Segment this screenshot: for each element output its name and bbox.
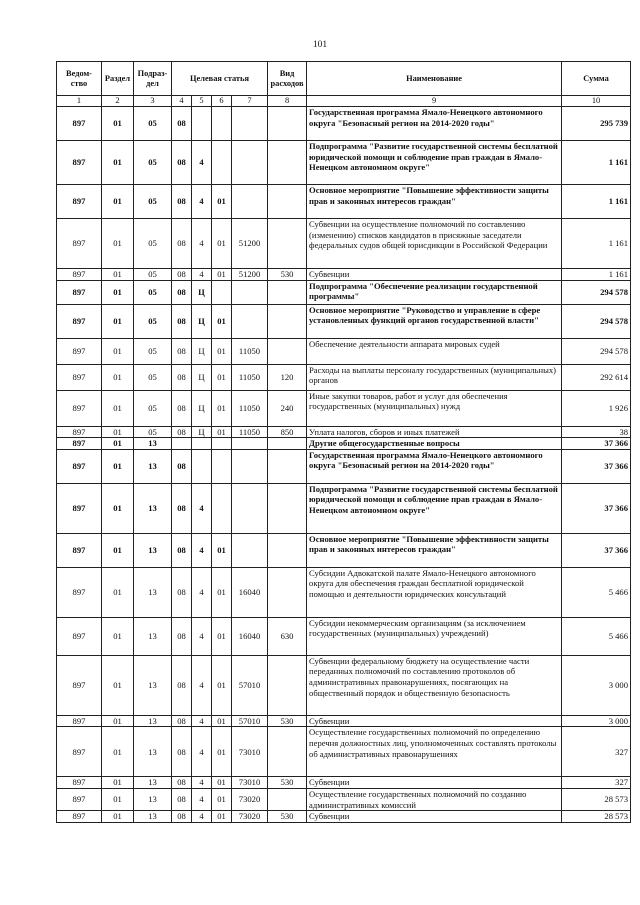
table-row	[57, 533, 631, 567]
cell-target-4: 16040	[232, 567, 268, 617]
table-row	[57, 655, 631, 715]
table-row	[57, 811, 631, 823]
cell-target-4: 51200	[232, 219, 268, 269]
cell-summa: 5 466	[562, 617, 631, 655]
cell-summa: 37 366	[562, 449, 631, 483]
cell-naimenovanie: Субсидии некоммерческим организациям (за исключением государственных (муниципальных) учреждений)	[307, 617, 562, 655]
cell-summa: 3 000	[562, 655, 631, 715]
cell-podrazdel: 13	[134, 483, 172, 533]
cell-target-1: 08	[172, 788, 192, 810]
cell-vid-raskhodov	[268, 788, 307, 810]
table-row	[57, 141, 631, 185]
cell-vedomstvo: 897	[57, 338, 102, 364]
cell-naimenovanie: Субвенции	[307, 715, 562, 727]
cell-target-4: 57010	[232, 655, 268, 715]
cell-podrazdel: 13	[134, 788, 172, 810]
cell-naimenovanie: Осуществление государственных полномочий по созданию административных комиссий	[307, 788, 562, 810]
cell-target-2: 4	[192, 617, 212, 655]
table-body	[57, 107, 631, 823]
cell-target-4	[232, 107, 268, 141]
cell-target-2: Ц	[192, 390, 212, 426]
table-row	[57, 338, 631, 364]
cell-naimenovanie: Субвенции на осуществление полномочий по составлению (изменению) списков кандидатов в присяжные заседатели федеральных судов общей юрисдикции в Российской Федерации	[307, 219, 562, 269]
cell-target-2: 4	[192, 141, 212, 185]
cell-razdel: 01	[102, 727, 134, 777]
cell-razdel: 01	[102, 390, 134, 426]
cell-target-1: 08	[172, 567, 192, 617]
cell-vedomstvo: 897	[57, 483, 102, 533]
cell-target-4: 73020	[232, 811, 268, 823]
cell-vid-raskhodov	[268, 304, 307, 338]
cell-naimenovanie: Государственная программа Ямало-Ненецкого автономного округа "Безопасный регион на 2014-2020 годы"	[307, 449, 562, 483]
cell-target-3: 01	[212, 727, 232, 777]
cell-razdel: 01	[102, 304, 134, 338]
cell-vedomstvo: 897	[57, 533, 102, 567]
cell-target-3: 01	[212, 338, 232, 364]
cell-target-2: 4	[192, 811, 212, 823]
cell-target-4: 73010	[232, 727, 268, 777]
cell-target-2: Ц	[192, 426, 212, 438]
cell-razdel: 01	[102, 185, 134, 219]
cell-vedomstvo: 897	[57, 811, 102, 823]
cell-podrazdel: 13	[134, 811, 172, 823]
cell-target-3	[212, 280, 232, 304]
cell-podrazdel: 05	[134, 269, 172, 281]
cell-vedomstvo: 897	[57, 269, 102, 281]
cell-target-3: 01	[212, 390, 232, 426]
cell-target-3: 01	[212, 533, 232, 567]
cell-naimenovanie: Субсидии Адвокатской палате Ямало-Ненецкого автономного округа для обеспечения граждан бесплатной юридической помощью и деятельности юридических консультаций	[307, 567, 562, 617]
table-row	[57, 185, 631, 219]
cell-target-2: 4	[192, 483, 212, 533]
cell-razdel: 01	[102, 438, 134, 450]
cell-podrazdel: 05	[134, 390, 172, 426]
cell-target-3: 01	[212, 777, 232, 789]
cell-naimenovanie: Основное мероприятие "Повышение эффективности защиты прав и законных интересов граждан"	[307, 533, 562, 567]
cell-naimenovanie: Субвенции	[307, 811, 562, 823]
cell-vedomstvo: 897	[57, 426, 102, 438]
cell-target-3: 01	[212, 364, 232, 390]
cell-razdel: 01	[102, 338, 134, 364]
header-celevaya-statya: Целевая статья	[172, 62, 268, 96]
cell-summa: 1 161	[562, 185, 631, 219]
cell-target-2: 4	[192, 788, 212, 810]
cell-target-1: 08	[172, 280, 192, 304]
cell-summa: 5 466	[562, 567, 631, 617]
table-row	[57, 777, 631, 789]
cell-razdel: 01	[102, 269, 134, 281]
table-row	[57, 449, 631, 483]
cell-target-1: 08	[172, 107, 192, 141]
page-number: 101	[312, 40, 328, 50]
index-cell: 3	[134, 96, 172, 107]
cell-podrazdel: 13	[134, 533, 172, 567]
cell-vedomstvo: 897	[57, 304, 102, 338]
cell-naimenovanie: Другие общегосударственные вопросы	[307, 438, 562, 450]
cell-target-4	[232, 438, 268, 450]
cell-vedomstvo: 897	[57, 788, 102, 810]
cell-target-1: 08	[172, 426, 192, 438]
cell-target-3	[212, 438, 232, 450]
cell-naimenovanie: Подпрограмма "Развитие государственной системы бесплатной юридической помощи и соблюдение прав граждан в Ямало-Ненецком автономном округе"	[307, 141, 562, 185]
index-cell: 8	[268, 96, 307, 107]
header-vedomstvo: Ведом- ство	[57, 62, 102, 96]
cell-target-3: 01	[212, 219, 232, 269]
cell-target-3	[212, 483, 232, 533]
cell-target-4: 57010	[232, 715, 268, 727]
cell-podrazdel: 13	[134, 617, 172, 655]
cell-podrazdel: 13	[134, 727, 172, 777]
cell-podrazdel: 13	[134, 777, 172, 789]
cell-vedomstvo: 897	[57, 715, 102, 727]
cell-naimenovanie: Расходы на выплаты персоналу государственных (муниципальных) органов	[307, 364, 562, 390]
cell-summa: 37 366	[562, 438, 631, 450]
cell-podrazdel: 13	[134, 655, 172, 715]
cell-vedomstvo: 897	[57, 390, 102, 426]
cell-razdel: 01	[102, 811, 134, 823]
cell-razdel: 01	[102, 788, 134, 810]
cell-target-4: 11050	[232, 364, 268, 390]
cell-target-1: 08	[172, 811, 192, 823]
cell-target-1: 08	[172, 269, 192, 281]
cell-podrazdel: 05	[134, 426, 172, 438]
cell-target-1: 08	[172, 338, 192, 364]
cell-target-4	[232, 483, 268, 533]
cell-razdel: 01	[102, 715, 134, 727]
cell-vid-raskhodov: 530	[268, 269, 307, 281]
cell-podrazdel: 05	[134, 364, 172, 390]
cell-vid-raskhodov	[268, 219, 307, 269]
index-cell: 1	[57, 96, 102, 107]
cell-target-1: 08	[172, 727, 192, 777]
cell-podrazdel: 05	[134, 219, 172, 269]
cell-razdel: 01	[102, 655, 134, 715]
cell-razdel: 01	[102, 449, 134, 483]
cell-target-4: 73010	[232, 777, 268, 789]
cell-summa: 294 578	[562, 304, 631, 338]
cell-vid-raskhodov	[268, 655, 307, 715]
cell-target-3	[212, 107, 232, 141]
cell-target-3: 01	[212, 715, 232, 727]
table-row	[57, 280, 631, 304]
cell-target-3: 01	[212, 304, 232, 338]
cell-target-1: 08	[172, 533, 192, 567]
cell-target-4	[232, 533, 268, 567]
cell-razdel: 01	[102, 567, 134, 617]
cell-vid-raskhodov	[268, 107, 307, 141]
table-row	[57, 219, 631, 269]
cell-vid-raskhodov: 240	[268, 390, 307, 426]
cell-target-2: Ц	[192, 364, 212, 390]
header-summa: Сумма	[562, 62, 631, 96]
cell-naimenovanie: Подпрограмма "Развитие государственной системы бесплатной юридической помощи и соблюдение прав граждан в Ямало-Ненецком автономном округе"	[307, 483, 562, 533]
cell-razdel: 01	[102, 426, 134, 438]
cell-target-2: 4	[192, 185, 212, 219]
cell-target-1: 08	[172, 185, 192, 219]
cell-razdel: 01	[102, 219, 134, 269]
index-cell: 6	[212, 96, 232, 107]
cell-target-1	[172, 438, 192, 450]
table-row	[57, 567, 631, 617]
cell-podrazdel: 13	[134, 715, 172, 727]
cell-naimenovanie: Субвенции	[307, 269, 562, 281]
cell-podrazdel: 05	[134, 280, 172, 304]
cell-summa: 1 926	[562, 390, 631, 426]
cell-target-3: 01	[212, 269, 232, 281]
cell-summa: 37 366	[562, 533, 631, 567]
table-row	[57, 426, 631, 438]
cell-target-4	[232, 185, 268, 219]
cell-target-2: 4	[192, 269, 212, 281]
cell-naimenovanie: Основное мероприятие "Повышение эффективности защиты прав и законных интересов граждан"	[307, 185, 562, 219]
cell-target-2: Ц	[192, 280, 212, 304]
cell-vid-raskhodov	[268, 727, 307, 777]
cell-target-1: 08	[172, 390, 192, 426]
cell-target-4: 11050	[232, 390, 268, 426]
cell-target-4: 11050	[232, 338, 268, 364]
cell-naimenovanie: Государственная программа Ямало-Ненецкого автономного округа "Безопасный регион на 2014-2020 годы"	[307, 107, 562, 141]
cell-target-3: 01	[212, 426, 232, 438]
cell-naimenovanie: Обеспечение деятельности аппарата мировых судей	[307, 338, 562, 364]
cell-summa: 1 161	[562, 269, 631, 281]
cell-vid-raskhodov: 850	[268, 426, 307, 438]
cell-naimenovanie: Иные закупки товаров, работ и услуг для обеспечения государственных (муниципальных) нужд	[307, 390, 562, 426]
header-razdel: Раздел	[102, 62, 134, 96]
table-row	[57, 617, 631, 655]
cell-summa: 37 366	[562, 483, 631, 533]
cell-vid-raskhodov	[268, 449, 307, 483]
cell-vedomstvo: 897	[57, 107, 102, 141]
cell-target-3	[212, 449, 232, 483]
cell-vid-raskhodov	[268, 438, 307, 450]
cell-naimenovanie: Подпрограмма "Обеспечение реализации государственной программы"	[307, 280, 562, 304]
index-cell: 4	[172, 96, 192, 107]
table-row	[57, 269, 631, 281]
cell-naimenovanie: Осуществление государственных полномочий по определению перечня должностных лиц, уполномоченных составлять протоколы об административных правонарушениях	[307, 727, 562, 777]
table-row	[57, 483, 631, 533]
cell-podrazdel: 13	[134, 438, 172, 450]
cell-target-1: 08	[172, 219, 192, 269]
cell-target-3: 01	[212, 617, 232, 655]
cell-vedomstvo: 897	[57, 727, 102, 777]
cell-naimenovanie: Субвенции федеральному бюджету на осуществление части переданных полномочий по составлению протоколов об административных правонарушениях, посягающих на общественный порядок и общественную безопасность	[307, 655, 562, 715]
cell-podrazdel: 05	[134, 338, 172, 364]
cell-podrazdel: 05	[134, 304, 172, 338]
cell-summa: 3 000	[562, 715, 631, 727]
cell-vid-raskhodov	[268, 483, 307, 533]
cell-razdel: 01	[102, 364, 134, 390]
cell-target-1: 08	[172, 483, 192, 533]
cell-vid-raskhodov: 630	[268, 617, 307, 655]
cell-target-4	[232, 449, 268, 483]
cell-vedomstvo: 897	[57, 219, 102, 269]
cell-summa: 1 161	[562, 141, 631, 185]
cell-vedomstvo: 897	[57, 280, 102, 304]
cell-vid-raskhodov	[268, 141, 307, 185]
cell-target-1: 08	[172, 777, 192, 789]
cell-target-2	[192, 449, 212, 483]
cell-target-2: Ц	[192, 304, 212, 338]
table-row	[57, 390, 631, 426]
cell-razdel: 01	[102, 617, 134, 655]
cell-vedomstvo: 897	[57, 364, 102, 390]
cell-vid-raskhodov	[268, 338, 307, 364]
table-row	[57, 304, 631, 338]
header-podrazdel: Подраз- дел	[134, 62, 172, 96]
cell-summa: 28 573	[562, 788, 631, 810]
cell-target-2: 4	[192, 727, 212, 777]
cell-target-2: 4	[192, 715, 212, 727]
table-row	[57, 364, 631, 390]
cell-vedomstvo: 897	[57, 185, 102, 219]
cell-vedomstvo: 897	[57, 438, 102, 450]
cell-summa: 38	[562, 426, 631, 438]
cell-target-3: 01	[212, 811, 232, 823]
table-row	[57, 438, 631, 450]
table-row	[57, 788, 631, 810]
index-cell: 9	[307, 96, 562, 107]
cell-target-3: 01	[212, 185, 232, 219]
index-cell: 7	[232, 96, 268, 107]
header-naimenovanie: Наименование	[307, 62, 562, 96]
cell-vid-raskhodov: 120	[268, 364, 307, 390]
cell-summa: 327	[562, 777, 631, 789]
cell-vid-raskhodov	[268, 185, 307, 219]
table-row	[57, 727, 631, 777]
cell-target-4: 51200	[232, 269, 268, 281]
index-cell: 2	[102, 96, 134, 107]
cell-vedomstvo: 897	[57, 567, 102, 617]
table-row	[57, 107, 631, 141]
header-vid-raskhodov: Вид расходов	[268, 62, 307, 96]
cell-vedomstvo: 897	[57, 617, 102, 655]
cell-vid-raskhodov	[268, 280, 307, 304]
index-row	[57, 96, 631, 107]
cell-target-2	[192, 107, 212, 141]
cell-target-3: 01	[212, 567, 232, 617]
cell-summa: 294 578	[562, 338, 631, 364]
cell-vedomstvo: 897	[57, 655, 102, 715]
cell-target-2: 4	[192, 567, 212, 617]
cell-vid-raskhodov: 530	[268, 715, 307, 727]
index-cell: 10	[562, 96, 631, 107]
cell-vid-raskhodov	[268, 533, 307, 567]
cell-target-2: 4	[192, 655, 212, 715]
cell-target-4: 11050	[232, 426, 268, 438]
cell-target-4	[232, 304, 268, 338]
cell-summa: 294 578	[562, 280, 631, 304]
cell-naimenovanie: Основное мероприятие "Руководство и управление в сфере установленных функций органов государственной власти"	[307, 304, 562, 338]
cell-target-2: 4	[192, 219, 212, 269]
cell-podrazdel: 05	[134, 141, 172, 185]
cell-target-4	[232, 141, 268, 185]
cell-target-1: 08	[172, 141, 192, 185]
cell-razdel: 01	[102, 280, 134, 304]
cell-razdel: 01	[102, 141, 134, 185]
cell-target-1: 08	[172, 449, 192, 483]
cell-summa: 1 161	[562, 219, 631, 269]
cell-razdel: 01	[102, 107, 134, 141]
cell-vedomstvo: 897	[57, 777, 102, 789]
budget-table	[56, 61, 631, 823]
header-row	[57, 62, 631, 96]
cell-target-1: 08	[172, 304, 192, 338]
cell-naimenovanie: Субвенции	[307, 777, 562, 789]
table-row	[57, 715, 631, 727]
cell-target-2: 4	[192, 533, 212, 567]
cell-podrazdel: 13	[134, 449, 172, 483]
index-cell: 5	[192, 96, 212, 107]
cell-target-1: 08	[172, 364, 192, 390]
cell-summa: 28 573	[562, 811, 631, 823]
cell-vedomstvo: 897	[57, 449, 102, 483]
cell-podrazdel: 05	[134, 107, 172, 141]
cell-vid-raskhodov: 530	[268, 777, 307, 789]
cell-target-4: 73020	[232, 788, 268, 810]
cell-vid-raskhodov	[268, 567, 307, 617]
cell-target-4	[232, 280, 268, 304]
cell-podrazdel: 05	[134, 185, 172, 219]
cell-vid-raskhodov: 530	[268, 811, 307, 823]
cell-target-2: Ц	[192, 338, 212, 364]
cell-target-3: 01	[212, 655, 232, 715]
cell-naimenovanie: Уплата налогов, сборов и иных платежей	[307, 426, 562, 438]
cell-razdel: 01	[102, 777, 134, 789]
cell-podrazdel: 13	[134, 567, 172, 617]
cell-target-4: 16040	[232, 617, 268, 655]
cell-target-2	[192, 438, 212, 450]
cell-summa: 292 614	[562, 364, 631, 390]
cell-target-1: 08	[172, 655, 192, 715]
cell-target-2: 4	[192, 777, 212, 789]
cell-summa: 295 739	[562, 107, 631, 141]
cell-razdel: 01	[102, 483, 134, 533]
cell-target-3	[212, 141, 232, 185]
cell-razdel: 01	[102, 533, 134, 567]
cell-target-1: 08	[172, 617, 192, 655]
cell-vedomstvo: 897	[57, 141, 102, 185]
cell-summa: 327	[562, 727, 631, 777]
cell-target-3: 01	[212, 788, 232, 810]
cell-target-1: 08	[172, 715, 192, 727]
